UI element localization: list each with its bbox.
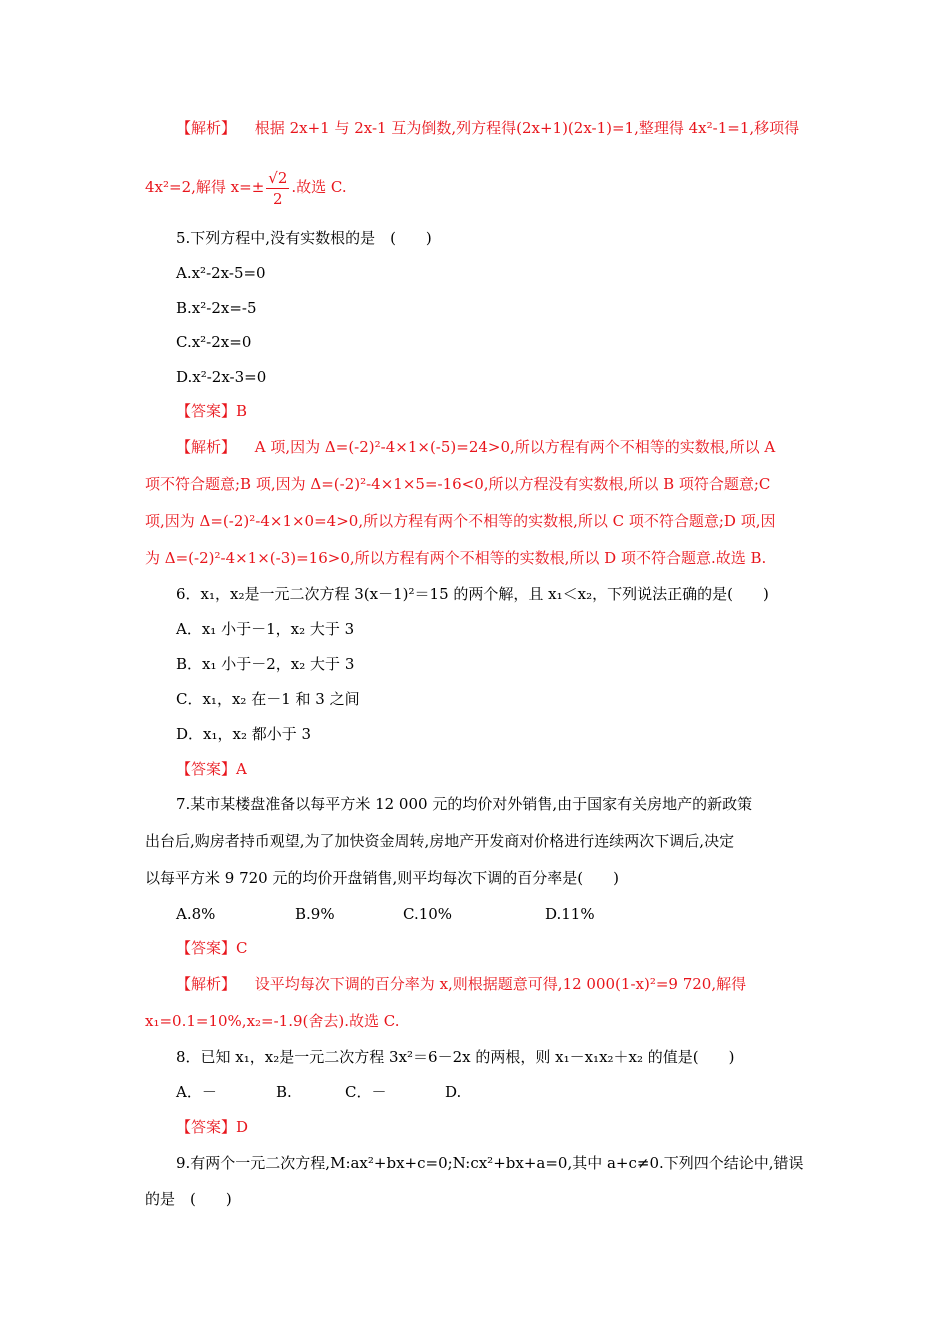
q5-option-c: C.x²-2x=0 [176,333,252,351]
q8-stem: 8．已知 x₁，x₂是一元二次方程 3x²＝6－2x 的两根，则 x₁－x₁x₂＋x₂ 的值是( ) [176,1048,735,1066]
q6-option-d: D．x₁，x₂ 都小于 3 [176,725,312,743]
q6-answer [176,759,247,779]
fraction-denominator: 2 [273,189,283,208]
answer-value: C [236,939,248,957]
answer-tag: 【答案】 [176,760,237,778]
q8-option-a: A．－ [176,1083,217,1101]
analysis-text: .故选 C. [291,178,347,196]
fraction-numerator: √2 [268,168,288,187]
analysis-tag: 【解析】 [176,438,237,456]
q5-answer [176,401,247,421]
answer-tag: 【答案】 [176,1118,237,1136]
q7-option-b: B.9% [295,905,335,923]
q7-stem-line-1: 7.某市某楼盘准备以每平方米 12 000 元的均价对外销售,由于国家有关房地产的新政策 [176,795,753,813]
q7-option-a: A.8% [176,905,216,923]
q5-analysis-line-1 [176,437,775,457]
q8-option-d: D. [445,1083,462,1101]
q6-stem: 6．x₁，x₂是一元二次方程 3(x－1)²＝15 的两个解，且 x₁＜x₂，下列说法正确的是( ) [176,585,769,603]
q7-analysis-line-2: x₁=0.1=10%,x₂=-1.9(舍去).故选 C. [145,1012,400,1030]
answer-value: D [236,1118,249,1136]
analysis-text: 4x²=2,解得 x=± [145,178,265,196]
q5-option-a: A.x²-2x-5=0 [176,264,266,282]
answer-value: A [236,760,247,778]
q7-option-c: C.10% [403,905,453,923]
analysis-text: A 项,因为 Δ=(-2)²-4×1×(-5)=24>0,所以方程有两个不相等的实数根,所以 A [254,438,776,456]
q6-option-a: A．x₁ 小于－1，x₂ 大于 3 [176,620,355,638]
q6-option-c: C．x₁，x₂ 在－1 和 3 之间 [176,690,360,708]
q5-analysis-line-2: 项不符合题意;B 项,因为 Δ=(-2)²-4×1×5=-16<0,所以方程没有实数根,所以 B 项符合题意;C [145,475,771,493]
q7-option-d: D.11% [545,905,595,923]
fraction [266,168,289,209]
analysis-text: 设平均每次下调的百分率为 x,则根据题意可得,12 000(1-x)²=9 720,解得 [254,975,747,993]
q7-answer [176,938,248,958]
answer-tag: 【答案】 [176,939,237,957]
q9-stem-line-1: 9.有两个一元二次方程,M:ax²+bx+c=0;N:cx²+bx+a=0,其中 a+c≠0.下列四个结论中,错误 [176,1154,804,1172]
q5-analysis-line-4: 为 Δ=(-2)²-4×1×(-3)=16>0,所以方程有两个不相等的实数根,所以 D 项不符合题意.故选 B. [145,549,767,567]
analysis-text: 根据 2x+1 与 2x-1 互为倒数,列方程得(2x+1)(2x-1)=1,整理得 4x²-1=1,移项得 [254,119,800,137]
q8-option-b: B. [276,1083,292,1101]
answer-tag: 【答案】 [176,402,237,420]
q7-stem-line-2: 出台后,购房者持币观望,为了加快资金周转,房地产开发商对价格进行连续两次下调后,决定 [145,832,735,850]
q7-analysis-line-1 [176,974,746,994]
q5-analysis-line-3: 项,因为 Δ=(-2)²-4×1×0=4>0,所以方程有两个不相等的实数根,所以 C 项不符合题意;D 项,因 [145,512,776,530]
q6-option-b: B．x₁ 小于－2，x₂ 大于 3 [176,655,355,673]
analysis-tag: 【解析】 [176,975,237,993]
answer-value: B [236,402,248,420]
q5-option-b: B.x²-2x=-5 [176,299,257,317]
analysis-tag: 【解析】 [176,119,237,137]
q5-stem: 5.下列方程中,没有实数根的是 ( ) [176,229,432,247]
q4-analysis-line-1 [176,118,799,138]
q5-option-d: D.x²-2x-3=0 [176,368,267,386]
q8-option-c: C．－ [345,1083,387,1101]
q9-stem-line-2: 的是 ( ) [145,1190,232,1208]
q4-analysis-line-2 [145,167,347,209]
q8-answer [176,1117,248,1137]
q7-stem-line-3: 以每平方米 9 720 元的均价开盘销售,则平均每次下调的百分率是( ) [145,869,619,887]
